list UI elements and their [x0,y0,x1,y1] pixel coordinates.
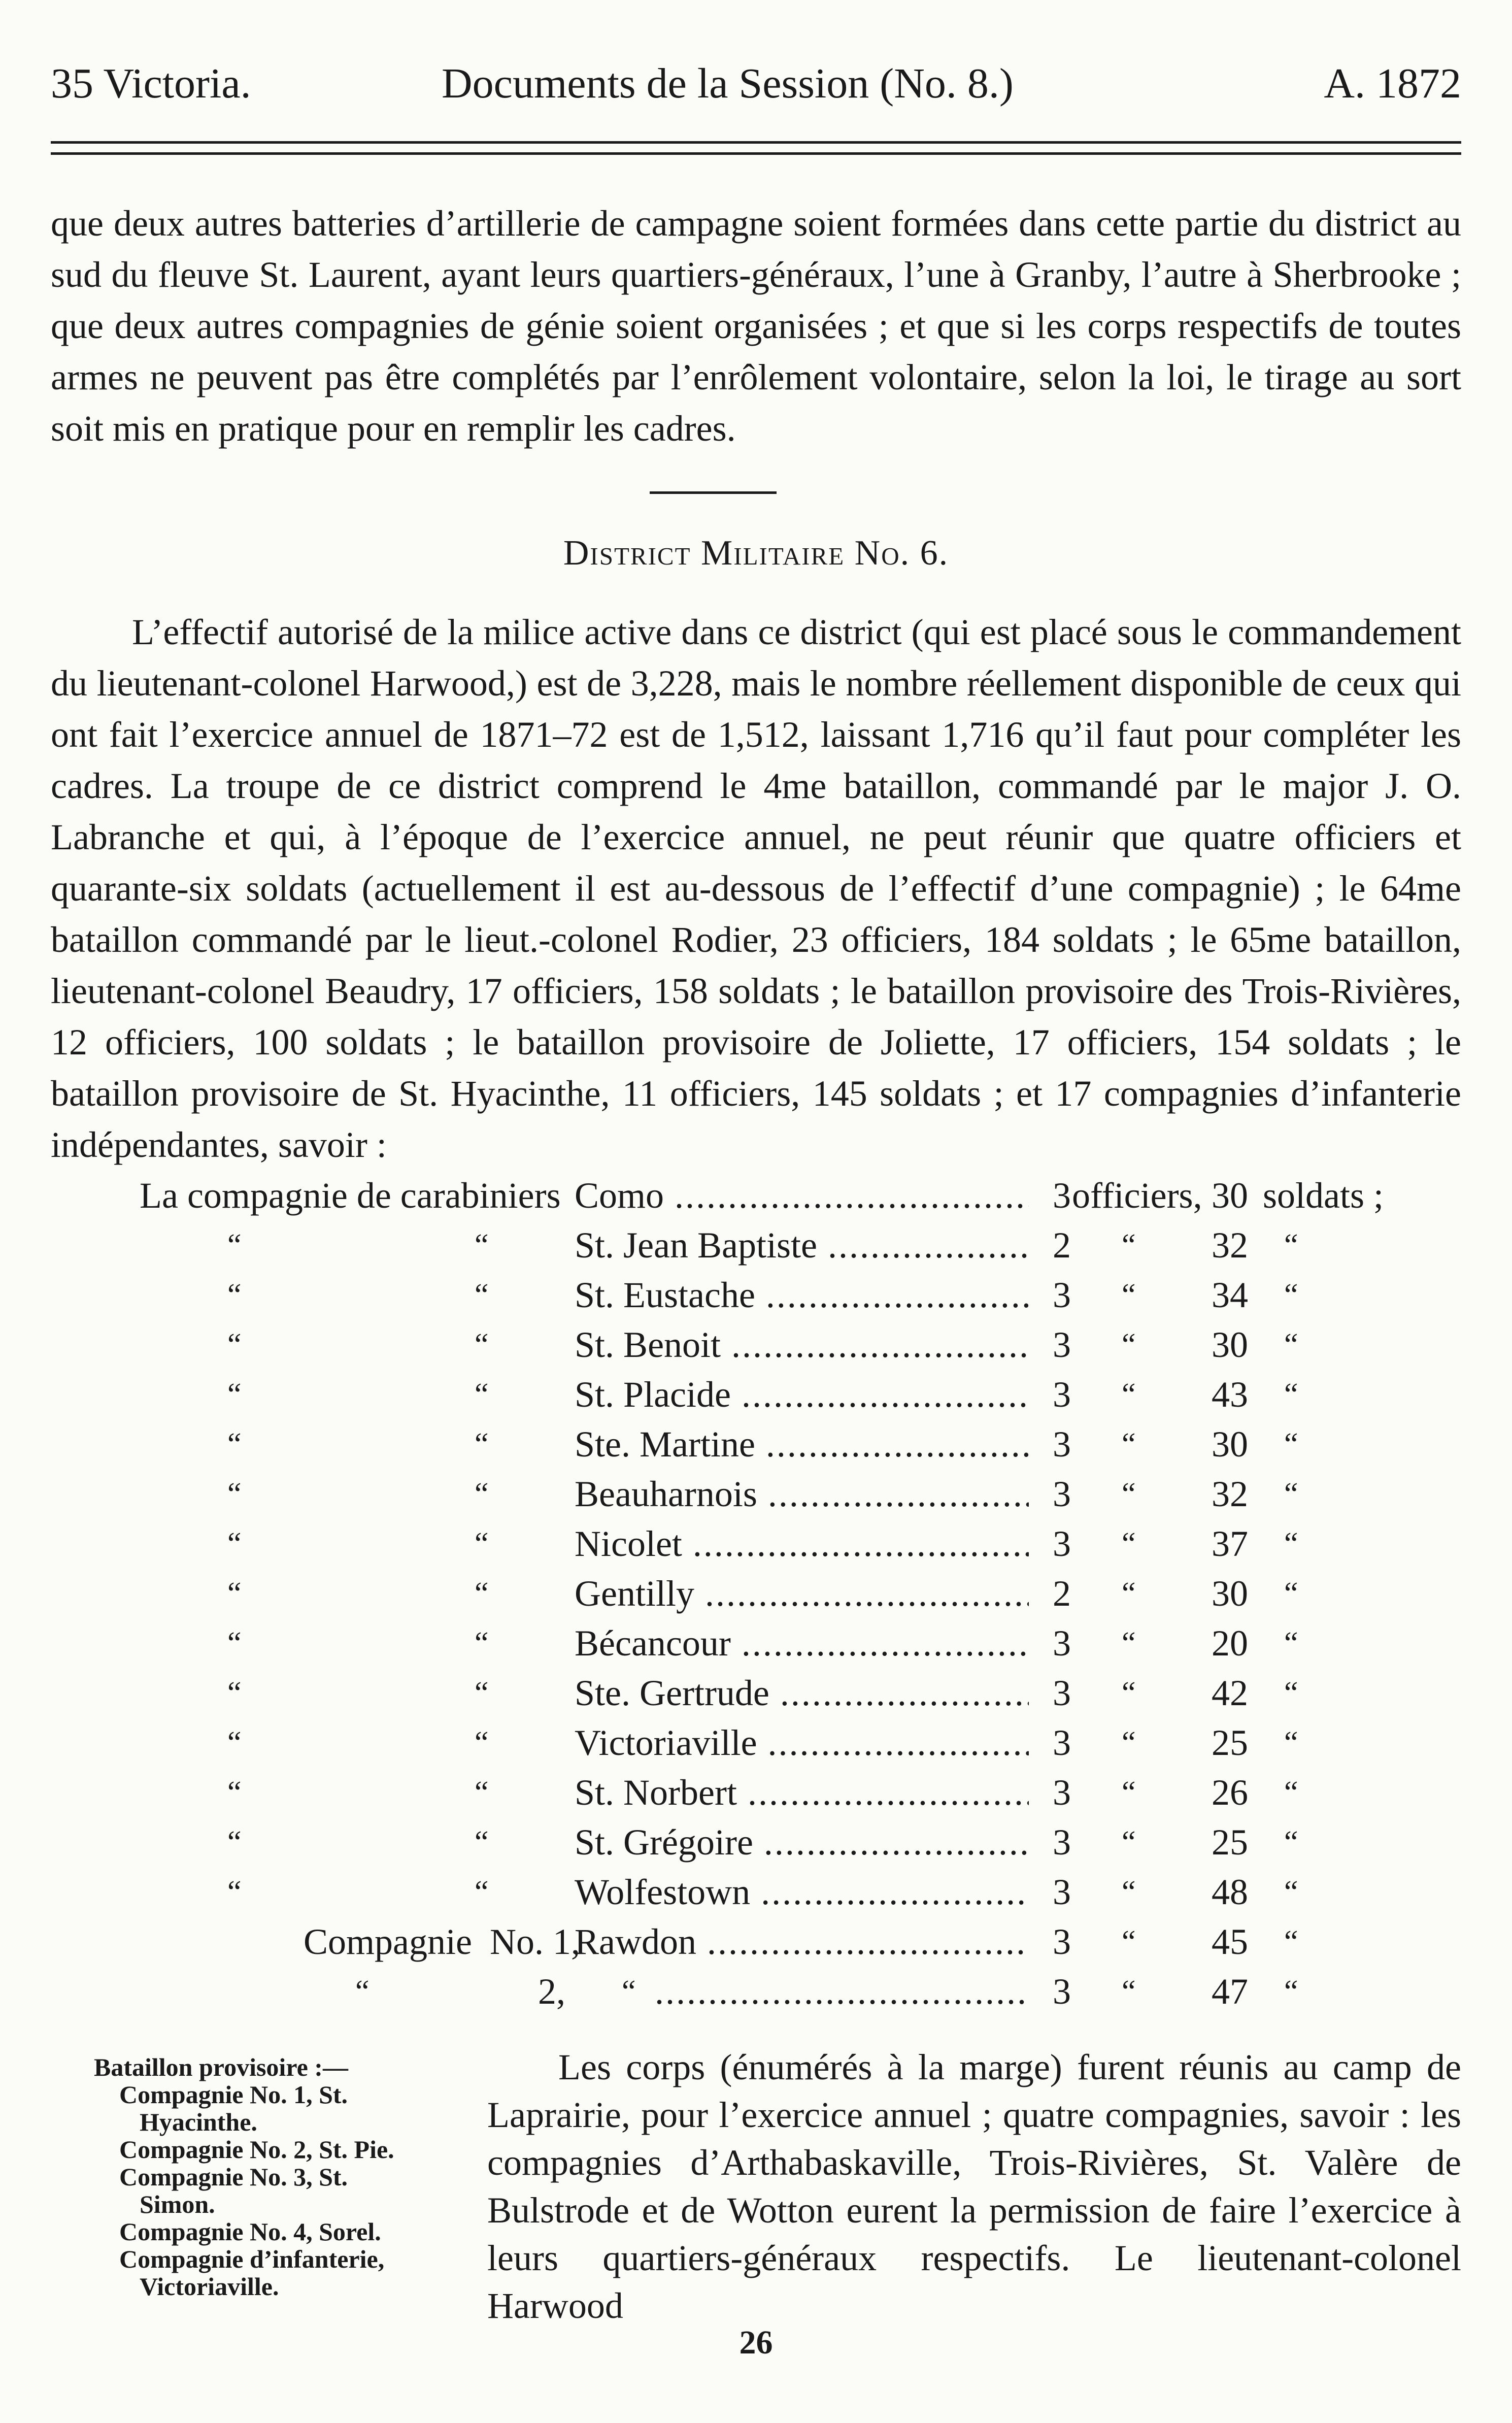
officers-count: 3 [1053,1822,1071,1863]
ditto-mark: “ [1284,1775,1298,1810]
ditto-mark: “ [475,1576,489,1611]
officers-count: 3 [1053,1772,1071,1813]
table-row [0,1369,1512,1420]
ditto-mark: “ [1122,1626,1136,1661]
ditto-mark: “ [1284,1725,1298,1760]
company-name: St. Placide ..... [575,1369,1029,1420]
table-row [0,1767,1512,1818]
ditto-mark: “ [1284,1875,1298,1909]
ditto-mark: “ [475,1825,489,1860]
soldiers-count: 45 [1212,1921,1248,1962]
margin-note-line: Compagnie No. 3, St. [119,2163,348,2191]
company-name: Nicolet ..... [575,1518,1029,1569]
company-name: Ste. Martine ..... [575,1419,1029,1470]
ditto-mark: “ [227,1626,242,1661]
ditto-mark: “ [227,1775,242,1810]
ditto-mark: “ [355,1974,369,2009]
ditto-mark: “ [1284,1477,1298,1511]
table-row [0,1319,1512,1370]
soldiers-label: soldats ; [1263,1175,1384,1216]
officers-count: 3 [1053,1971,1071,2012]
header-document-title: Documents de la Session (No. 8.) [442,60,1014,107]
ditto-mark: “ [475,1676,489,1710]
ditto-mark: “ [1284,1377,1298,1412]
margin-note-line: Hyacinthe. [140,2108,257,2136]
ditto-mark: “ [475,1377,489,1412]
ditto-mark: “ [1122,1427,1136,1462]
ditto-mark: “ [1284,1626,1298,1661]
soldiers-count: 48 [1212,1872,1248,1912]
company-name: Beauharnois ..... [575,1469,1029,1519]
ditto-mark: “ [475,1427,489,1462]
ditto-mark: “ [475,1228,489,1263]
ditto-mark: “ [475,1626,489,1661]
margin-note-line: Simon. [140,2190,215,2218]
ditto-mark: “ [1284,1676,1298,1710]
header-rule-bottom [51,152,1461,155]
company-name: St. Eustache ..... [575,1270,1029,1320]
district-paragraph: L’effectif autorisé de la milice active dans ce district (qui est placé sous le commandement du lieutenant-colonel Harwood,) est de 3,228, mais le nombre réellement disponible de ceux qui ont fait l’exercice annuel de 1871–72 est de 1,512, laissant 1,716 qu’il faut pour compléter les cadres. La troupe de ce district comprend le 4me bataillon, commandé par le major J. O. Labranche et qui, à l’époque de l’exercice annuel, ne peut réunir que quatre officiers et quarante-six soldats (actuellement il est au-dessous de l’effectif d’une compagnie) ; le 64me bataillon commandé par le lieut.-colonel Rodier, 23 officiers, 184 soldats ; le 65me bataillon, lieutenant-colonel Beaudry, 17 officiers, 158 soldats ; le bataillon provisoire des Trois-Rivières, 12 officiers, 100 soldats ; le bataillon provisoire de Joliette, 17 officiers, 154 soldats ; le bataillon provisoire de St. Hyacinthe, 11 officiers, 145 soldats ; et 17 compagnies d’infanterie indépendantes, savoir : [51,612,1461,1165]
ditto-mark: “ [1284,1327,1298,1362]
ditto-mark: “ [475,1725,489,1760]
officers-count: 2 [1053,1573,1071,1614]
ditto-mark: “ [475,1875,489,1909]
officers-label: officiers, [1072,1175,1202,1216]
margin-note-title: Bataillon provisoire :— [94,2053,348,2081]
officers-count: 3 [1053,1523,1071,1564]
company-name: St. Benoit ..... [575,1319,1029,1370]
company-name: Victoriaville ..... [575,1717,1029,1768]
company-name: St. Grégoire ..... [575,1817,1029,1868]
ditto-mark: “ [475,1526,489,1561]
ditto-mark: “ [1122,1377,1136,1412]
ditto-mark: “ [1122,1676,1136,1710]
ditto-mark: “ [1284,1924,1298,1959]
compagnie-label: Compagnie [304,1921,472,1962]
margin-note-line: Compagnie d’infanterie, [119,2245,385,2273]
table-row [0,1916,1512,1967]
officers-count: 3 [1053,1921,1071,1962]
margin-note [94,2053,459,2300]
table-row [0,1817,1512,1868]
header-session-year: 35 Victoria. [51,60,251,107]
ditto-mark: “ [1122,1327,1136,1362]
soldiers-count: 25 [1212,1722,1248,1763]
ditto-mark: “ [227,1825,242,1860]
table-row [0,1419,1512,1470]
ditto-mark: “ [227,1725,242,1760]
section-divider [650,491,777,494]
soldiers-count: 37 [1212,1523,1248,1564]
officers-count: 3 [1053,1424,1071,1465]
margin-note-item [94,2245,459,2300]
ditto-mark: “ [227,1327,242,1362]
ditto-mark: “ [1122,1974,1136,2009]
margin-note-line: Compagnie No. 2, St. Pie. [119,2135,394,2164]
officers-count: 3 [1053,1275,1071,1315]
ditto-mark: “ [227,1526,242,1561]
soldiers-count: 20 [1212,1623,1248,1664]
ditto-mark: “ [1122,1725,1136,1760]
page-header [51,56,1461,112]
margin-note-item [94,2081,459,2136]
ditto-mark: “ [1284,1228,1298,1263]
soldiers-count: 34 [1212,1275,1248,1315]
officers-count: 3 [1053,1623,1071,1664]
table-row [0,1170,1512,1221]
ditto-mark: “ [227,1228,242,1263]
soldiers-count: 43 [1212,1374,1248,1415]
table-row [0,1568,1512,1619]
margin-note-line: Victoriaville. [140,2272,279,2301]
soldiers-count: 30 [1212,1573,1248,1614]
ditto-mark: “ [1122,1576,1136,1611]
final-paragraph-text: Les corps (énumérés à la marge) furent réunis au camp de Laprairie, pour l’exercice annuel ; quatre compagnies, savoir : les compagnies d’Arthabaskaville, Trois-Rivières, St. Valère de Bulstrode et de Wotton eurent la permission de faire l’exercice à leurs quartiers-généraux respectifs. Le lieutenant-colonel Harwood [487,2047,1461,2326]
compagnie-number: 2, [538,1971,565,2012]
company-name: Como ..... [575,1170,1029,1221]
ditto-mark: “ [1122,1228,1136,1263]
soldiers-count: 25 [1212,1822,1248,1863]
ditto-mark: “ [1284,1278,1298,1312]
company-name: St. Jean Baptiste ..... [575,1220,1029,1271]
soldiers-count: 26 [1212,1772,1248,1813]
company-name [655,1966,1029,2017]
company-name: St. Norbert ..... [575,1767,1029,1818]
ditto-mark: “ [1284,1526,1298,1561]
soldiers-count: 32 [1212,1474,1248,1514]
margin-note-line: Compagnie No. 4, Sorel. [119,2217,381,2246]
ditto-mark: “ [475,1775,489,1810]
soldiers-count: 30 [1212,1175,1248,1216]
officers-count: 3 [1053,1722,1071,1763]
company-name: Bécancour ..... [575,1618,1029,1669]
officers-count: 3 [1053,1474,1071,1514]
header-rule-top [51,141,1461,144]
company-name: Ste. Gertrude ..... [575,1668,1029,1718]
margin-note-item [94,2163,459,2218]
table-row [0,1668,1512,1718]
officers-count: 3 [1053,1175,1071,1216]
ditto-mark: “ [1122,1924,1136,1959]
table-row [0,1518,1512,1569]
margin-note-item [94,2136,459,2163]
soldiers-count: 42 [1212,1673,1248,1713]
page-number: 26 [739,2324,773,2361]
soldiers-count: 30 [1212,1424,1248,1465]
table-row [0,1270,1512,1320]
ditto-mark: “ [227,1427,242,1462]
company-name: Gentilly ..... [575,1568,1029,1619]
ditto-mark: “ [227,1576,242,1611]
officers-count: 3 [1053,1324,1071,1365]
officers-count: 3 [1053,1374,1071,1415]
ditto-mark: “ [227,1477,242,1511]
ditto-mark: “ [475,1278,489,1312]
ditto-mark: “ [475,1327,489,1362]
ditto-mark: “ [475,1477,489,1511]
ditto-mark: “ [227,1377,242,1412]
ditto-mark: “ [1122,1278,1136,1312]
final-paragraph [487,2043,1461,2330]
intro-paragraph: que deux autres batteries d’artillerie de campagne soient formées dans cette partie du district au sud du fleuve St. Laurent, ayant leurs quartiers-généraux, l’une à Granby, l’autre à Sherbrooke ; que deux autres compagnies de génie soient organisées ; et que si les corps respectifs de toutes armes ne peuvent pas être complétés par l’enrôlement volontaire, selon la loi, le tirage au sort soit mis en pratique pour en remplir les cadres. [51,203,1461,449]
ditto-mark: “ [622,1974,636,2009]
ditto-mark: “ [1122,1775,1136,1810]
ditto-mark: “ [1122,1477,1136,1511]
table-row [0,1618,1512,1669]
ditto-mark: “ [227,1278,242,1312]
ditto-mark: “ [1284,1825,1298,1860]
ditto-mark: “ [227,1676,242,1710]
table-row [0,1966,1512,2017]
ditto-mark: “ [227,1875,242,1909]
table-row [0,1867,1512,1917]
officers-count: 3 [1053,1872,1071,1912]
margin-note-line: Compagnie No. 1, St. [119,2080,348,2109]
district-title: District Militaire No. 6. [563,534,949,573]
ditto-mark: “ [1122,1875,1136,1909]
header-year: A. 1872 [1324,60,1461,107]
ditto-mark: “ [1122,1526,1136,1561]
table-row [0,1717,1512,1768]
ditto-mark: “ [1284,1576,1298,1611]
officers-count: 3 [1053,1673,1071,1713]
soldiers-count: 47 [1212,1971,1248,2012]
table-row [0,1220,1512,1271]
company-name: Rawdon ..... [575,1916,1029,1967]
ditto-mark: “ [1284,1427,1298,1462]
compagnie-number: No. 1, [490,1921,580,1962]
ditto-mark: “ [1122,1825,1136,1860]
soldiers-count: 30 [1212,1324,1248,1365]
table-row [0,1469,1512,1519]
margin-note-item [94,2218,459,2245]
companies-lead-text: La compagnie de carabiniers [140,1175,561,1216]
company-name: Wolfestown ..... [575,1867,1029,1917]
ditto-mark: “ [1284,1974,1298,2009]
officers-count: 2 [1053,1225,1071,1266]
soldiers-count: 32 [1212,1225,1248,1266]
